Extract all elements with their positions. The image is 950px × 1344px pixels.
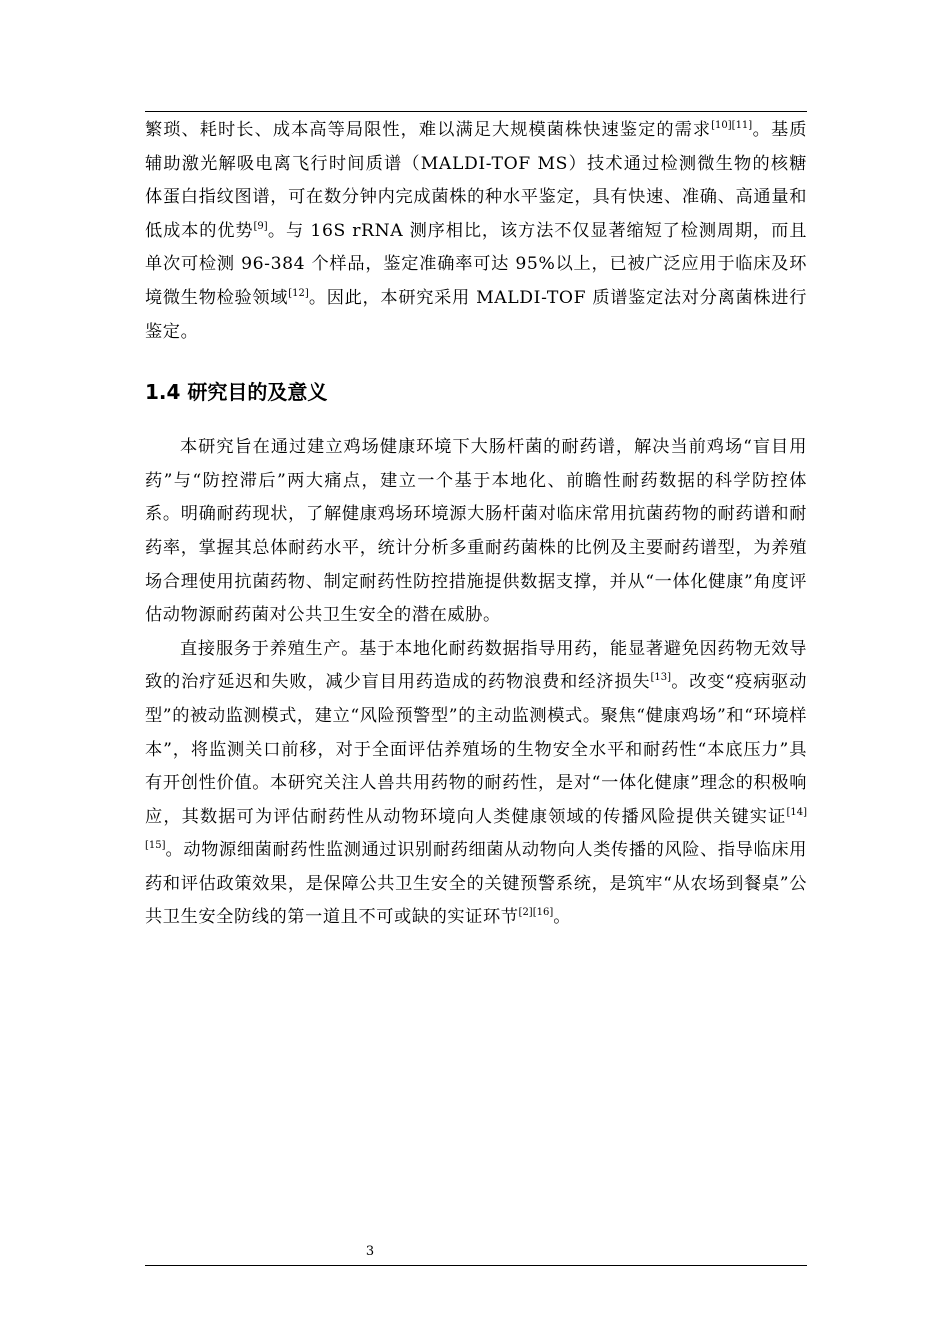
footer-rule bbox=[145, 1265, 807, 1266]
paragraph-text: 。改变“疫病驱动型”的被动监测模式，建立“风险预警型”的主动监测模式。聚焦“健康鸡场”和“环境样本”，将监测关口前移，对于全面评估养殖场的生物安全水平和耐药性“本底压力”具有开创性价值。本研究关注人兽共用药物的耐药性，是对“一体化健康”理念的积极响应，其数据可为评估耐药性从动物环境向人类健康领域的传播风险提供关键实证 bbox=[145, 672, 807, 827]
paragraph-text: 本研究旨在通过建立鸡场健康环境下大肠杆菌的耐药谱，解决当前鸡场“盲目用药”与“防控滞后”两大痛点，建立一个基于本地化、前瞻性耐药数据的科学防控体系。明确耐药现状，了解健康鸡场环境源大肠杆菌对临床常用抗菌药物的耐药谱和耐药率，掌握其总体耐药水平，统计分析多重耐药菌株的比例及主要耐药谱型，为养殖场合理使用抗菌药物、制定耐药性防控措施提供数据支撑，并从“一体化健康”角度评估动物源耐药菌对公共卫生安全的潜在威胁。 bbox=[145, 437, 807, 626]
citation: [2][16] bbox=[518, 907, 554, 919]
page-number: 3 bbox=[365, 1244, 375, 1259]
paragraph-significance bbox=[145, 633, 807, 935]
citation: [13] bbox=[650, 672, 671, 684]
paragraph-purpose bbox=[145, 431, 807, 633]
citation: [9] bbox=[253, 220, 268, 232]
header-rule bbox=[145, 111, 807, 112]
paragraph-text: 。与 16S rRNA 测序相比，该方法不仅显著缩短了检测周期，而且单次可检测 96-384 个样品，鉴定准确率可达 95%以上，已被广泛应用于临床及环境微生物检验领域 bbox=[145, 220, 807, 308]
citation: [14][15] bbox=[145, 806, 807, 852]
paragraph-text: 。 bbox=[553, 907, 572, 928]
paragraph-text: 繁琐、耗时长、成本高等局限性，难以满足大规模菌株快速鉴定的需求 bbox=[145, 120, 712, 140]
page-content bbox=[145, 114, 807, 935]
paragraph-text: 。基质辅助激光解吸电离飞行时间质谱（MALDI-TOF MS）技术通过检测微生物的核糖体蛋白指纹图谱，可在数分钟内完成菌株的种水平鉴定，具有快速、准确、高通量和低成本的优势 bbox=[145, 120, 807, 241]
citation: [10][11] bbox=[711, 120, 753, 131]
citation: [12] bbox=[288, 287, 309, 299]
paragraph-continued bbox=[145, 114, 807, 349]
paragraph-text: 。动物源细菌耐药性监测通过识别耐药细菌从动物向人类传播的风险、指导临床用药和评估政策效果，是保障公共卫生安全的关键预警系统，是筑牢“从农场到餐桌”公共卫生安全防线的第一道且不可或缺的实证环节 bbox=[145, 840, 807, 928]
section-heading: 1.4 研究目的及意义 bbox=[145, 380, 328, 405]
paragraph-text: 直接服务于养殖生产。基于本地化耐药数据指导用药，能显著避免因药物无效导致的治疗延迟和失败，减少盲目用药造成的药物浪费和经济损失 bbox=[145, 638, 807, 693]
paragraph-text: 。因此，本研究采用 MALDI-TOF 质谱鉴定法对分离菌株进行鉴定。 bbox=[145, 287, 807, 342]
